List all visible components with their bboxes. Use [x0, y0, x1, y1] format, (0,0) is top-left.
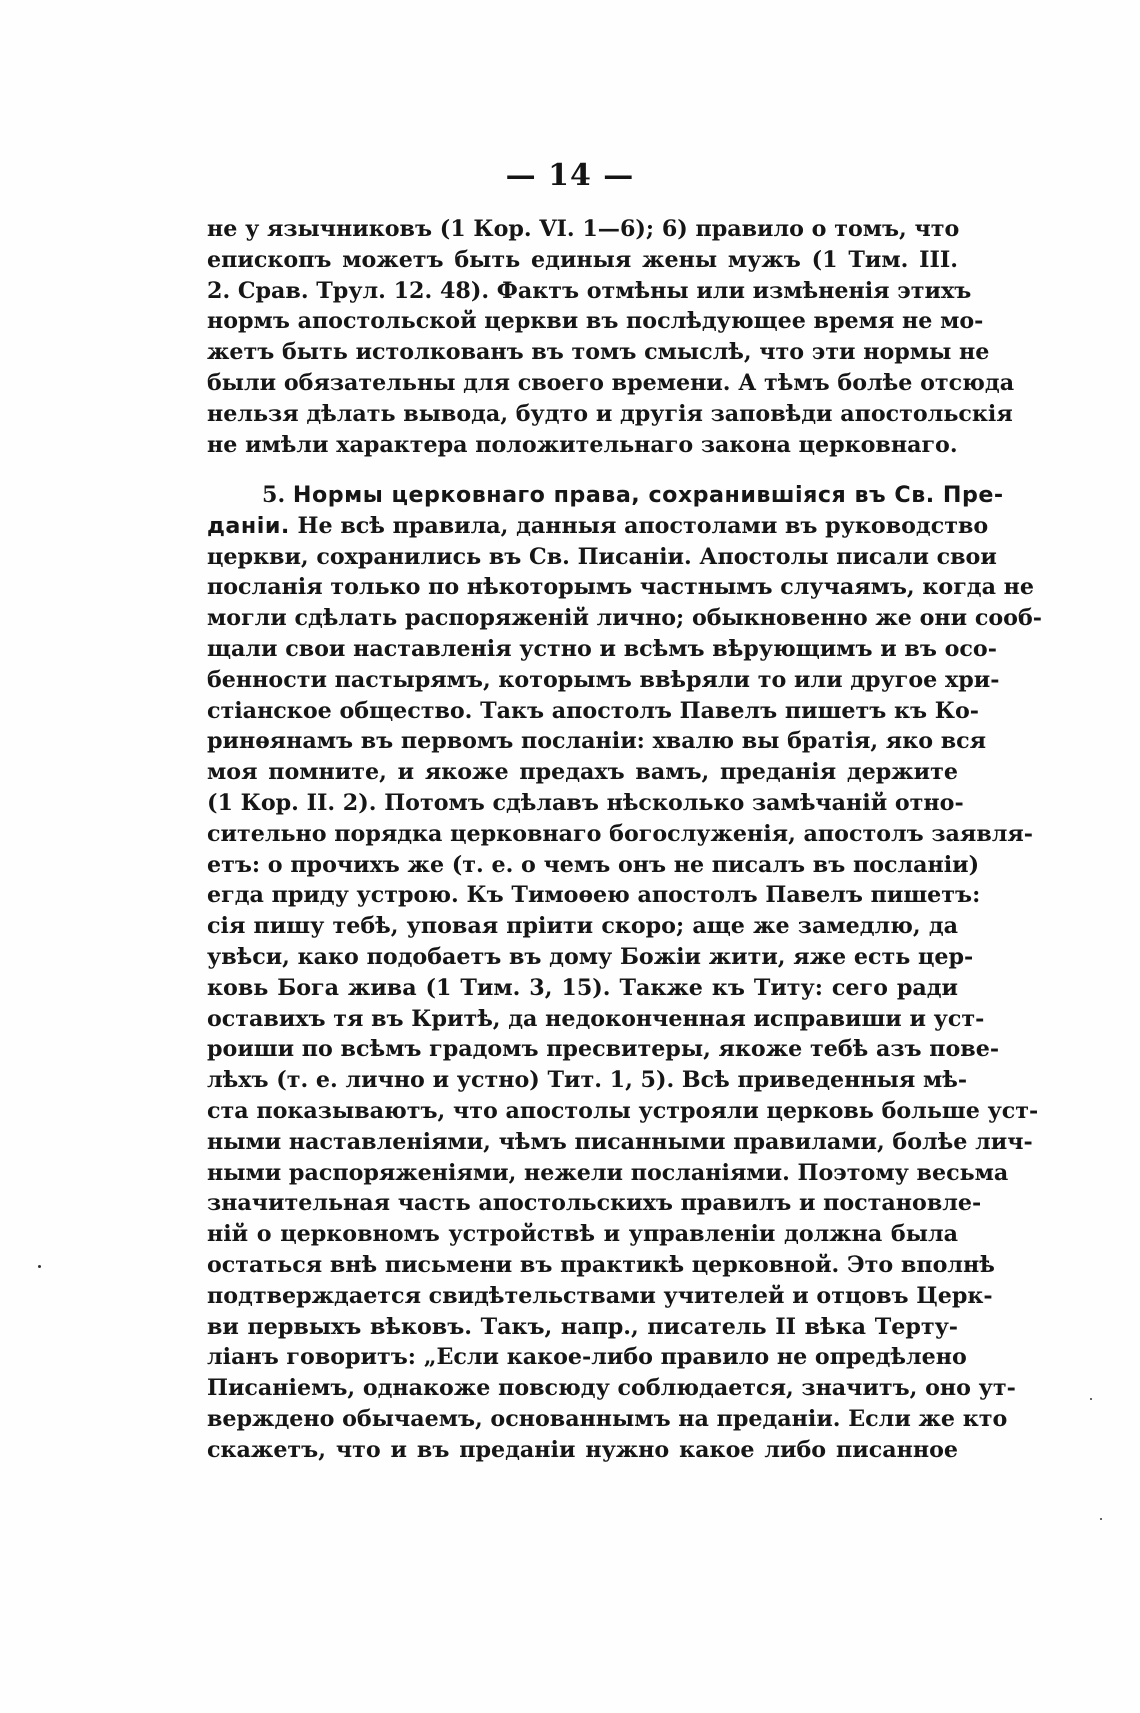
paragraph-2	[207, 480, 1042, 1466]
paper-speck	[1100, 1518, 1102, 1520]
text-line: нельзя дѣлать вывода, будто и другія заповѣди апостольскія	[207, 400, 1013, 427]
text-line: 2. Срав. Трул. 12. 48). Фактъ отмѣны или измѣненія этихъ	[207, 277, 972, 304]
text-line: ринѳянамъ въ первомъ посланіи: хвалю вы братія, яко вся	[207, 728, 987, 755]
text-line: были обязательны для своего времени. А тѣмъ болѣе отсюда	[207, 369, 1015, 396]
text-line: не имѣли характера положительнаго закона церковнаго.	[207, 431, 958, 458]
section-heading-cont: даніи.	[207, 512, 290, 539]
text-line: оставихъ тя въ Критѣ, да недоконченная исправиши и уст-	[207, 1005, 985, 1032]
text-line: Писаніемъ, однакоже повсюду соблюдается, значитъ, оно ут-	[207, 1375, 1016, 1402]
text-line: ній о церковномъ устройствѣ и управленіи должна была	[207, 1221, 958, 1248]
text-line: етъ: о прочихъ же (т. е. о чемъ онъ не писалъ въ посланіи)	[207, 851, 980, 878]
section-heading: Нормы церковнаго права, сохранившіяся въ Св. Пре-	[292, 482, 1004, 508]
text-line: стіанское общество. Такъ апостолъ Павелъ пишетъ къ Ко-	[207, 697, 979, 724]
text-line: могли сдѣлать распоряженій лично; обыкновенно же они сооб-	[207, 605, 1042, 632]
text-line: посланія только по нѣкоторымъ частнымъ случаямъ, когда не	[207, 574, 1035, 601]
paragraph-1	[207, 214, 1015, 460]
section-heading-line	[207, 480, 1004, 511]
text-line: не у язычниковъ (1 Кор. VI. 1—6); 6) правило о томъ, что	[207, 216, 960, 242]
text-line: сія пишу тебѣ, уповая пріити скоро; аще же замедлю, да	[207, 913, 958, 940]
text-line: скажетъ, что и въ преданіи нужно какое либо писанное	[207, 1436, 958, 1463]
text-line: епископъ можетъ быть единыя жены мужъ (1 Тим. III.	[207, 246, 958, 273]
text-line: нормъ апостольской церкви въ послѣдующее время не мо-	[207, 308, 984, 335]
page-number: — 14 —	[505, 158, 635, 193]
text-line: подтверждается свидѣтельствами учителей и отцовъ Церк-	[207, 1282, 993, 1309]
paper-speck	[1090, 1398, 1092, 1400]
text-line: ковь Бога жива (1 Тим. 3, 15). Также къ Титу: сего ради	[207, 974, 958, 1001]
text-line: ста показываютъ, что апостолы устрояли церковь больше уст-	[207, 1097, 1039, 1124]
text-line: (1 Кор. II. 2). Потомъ сдѣлавъ нѣсколько замѣчаній отно-	[207, 789, 964, 816]
text-line: лѣхъ (т. е. лично и устно) Тит. 1, 5). Всѣ приведенныя мѣ-	[207, 1067, 968, 1094]
section-number: 5.	[262, 482, 286, 508]
text-line: ными наставленіями, чѣмъ писанными правилами, болѣе лич-	[207, 1128, 1033, 1155]
text-line: значительная часть апостольскихъ правилъ и постановле-	[207, 1190, 982, 1217]
text-line: остаться внѣ письмени въ практикѣ церковной. Это вполнѣ	[207, 1251, 995, 1278]
text-line: егда приду устрою. Къ Тимоѳею апостолъ Павелъ пишетъ:	[207, 882, 981, 909]
text-line: роиши по всѣмъ градомъ пресвитеры, якоже тебѣ азъ пове-	[207, 1036, 1000, 1063]
text-line: церкви, сохранились въ Св. Писаніи. Апостолы писали свои	[207, 543, 997, 570]
text-line: ви первыхъ вѣковъ. Такъ, напр., писатель II вѣка Терту-	[207, 1313, 958, 1340]
text-line: ліанъ говоритъ: „Если какое-либо правило не опредѣлено	[207, 1344, 967, 1371]
text-run: Не всѣ правила, данныя апостолами въ руководство	[289, 512, 989, 539]
text-line: щали свои наставленія устно и всѣмъ вѣрующимъ и въ осо-	[207, 635, 997, 662]
text-line: увѣси, како подобаетъ въ дому Божіи жити, яже есть цер-	[207, 943, 974, 970]
text-line: бенности пастырямъ, которымъ ввѣряли то или другое хри-	[207, 666, 1000, 693]
text-line: моя помните, и якоже предахъ вамъ, преданія держите	[207, 759, 958, 786]
section-heading-line	[207, 511, 989, 542]
text-line: сительно порядка церковнаго богослуженія, апостолъ заявля-	[207, 820, 1033, 847]
paper-speck	[38, 1265, 41, 1268]
text-line: верждено обычаемъ, основаннымъ на преданіи. Если же кто	[207, 1405, 1008, 1432]
text-line: жетъ быть истолкованъ въ томъ смыслѣ, что эти нормы не	[207, 339, 990, 366]
text-line: ными распоряженіями, нежели посланіями. Поэтому весьма	[207, 1159, 1009, 1186]
